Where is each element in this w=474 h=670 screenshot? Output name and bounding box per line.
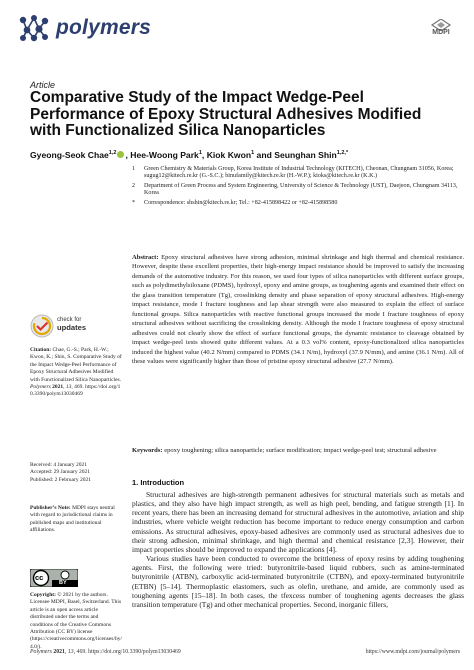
article-type: Article <box>30 80 56 90</box>
paper-title: Comparative Study of the Impact Wedge-Peel Performance of Epoxy Structural Adhesives Modified with Functionalized Silica Nanoparticles <box>30 89 422 139</box>
footer-volume: 13 <box>67 649 74 655</box>
author-conjunction: and <box>254 150 275 160</box>
author-list: Gyeong-Seok Chae$^{1,2}$ , Hee-Woong Park$^1$, Kiok Kwon$^1$ and Seunghan Shin$^{1,2,*}$ <box>30 150 349 160</box>
abstract <box>132 253 464 366</box>
citation-text: Chae, G.-S.; Park, H.-W.; Kwon, K.; Shin, S. Comparative Study of the Impact Wedge-Peel Performance of Epoxy Structural Adhesives Modified with Functionalized Silica Nanoparticles. <box>30 347 122 383</box>
check-updates-icon <box>30 314 54 338</box>
affiliation-text: Correspondence: shshin@kitech.re.kr; Tel.: +82-415898422 or +82-415898580 <box>144 199 338 206</box>
polymers-logo-icon <box>18 14 50 42</box>
author-name[interactable]: Kiok Kwon <box>206 150 252 160</box>
intro-paragraph: Structural adhesives are high-strength permanent adhesives for structural materials such as metals and plastics, and they also have high impact strength, as well as high peel, bending, and fatigue strength [1]. In recent years, there has been an increasing demand for structural adhesives in the automotive, aviation and ship industries, where vehicle weight reduction has become important to reduce energy consumption and carbon emissions. As structural adhesives, epoxy-based adhesives are commonly used as structural adhesives due to their strong adhesion, minimal shrinkage, and high thermal and chemical resistance [2,3]. However, their impact properties should be improved to expand the applications [4]. <box>132 490 464 554</box>
published-date: Published: 2 February 2021 <box>30 476 91 483</box>
copyright-notice <box>30 592 122 651</box>
received-date: Received: 4 January 2021 <box>30 462 87 468</box>
affiliation-text: Department of Green Process and System Engineering, University of Science & Technology (UST), Daejeon, Chungnam 34113, Korea <box>144 182 458 197</box>
abstract-text: Epoxy structural adhesives have strong adhesion, minimal shrinkage and high thermal and chemical resistance. However, despite these excellent properties, their high-energy impact resistance should be improved to satisfy the increasing demands of the automotive industry. For this reason, we used four types of silica nanoparticles with different surface groups, such as polydimethylsiloxane (PDMS), hydroxyl, epoxy and amine groups, as toughening agents and examined their effect on the glass transition temperature (Tg), crosslinking density and phase separation of epoxy structural adhesives. High-energy impact resistance, mode I fracture toughness and lap shear strength were also measured to explain the effect of surface functional groups. Silica nanoparticles with reactive functional groups increased the mode I fracture toughness of epoxy structural adhesives without sacrificing the crosslinking density. Although the mode I fracture toughness of epoxy structural adhesives could not clearly show the effect of surface functional groups, the dynamic resistance to cleavage obtained by impact wedge-peel tests showed quite different values. At a 0.3 vol% content, epoxy-functionalized silica nanoparticles induced the highest value (40.2 N/mm) compared to PDMS (34.1 N/m), hydroxyl (37.9 N/mm), and amine (36.1 N/m). All of these values were significantly higher than those of pristine epoxy structural adhesive (27.7 N/mm). <box>132 254 464 365</box>
affiliation-mark: 1 <box>132 166 136 172</box>
author-affiliation-ref: 1 <box>198 150 202 157</box>
citation-label: Citation: <box>30 347 52 353</box>
citation: Citation: Chae, G.-S.; Park, H.-W.; Kwon, K.; Shin, S. Comparative Study of the Impact Wedge-Peel Performance of Epoxy Structural Adhesives Modified with Functionalized Silica Nanoparticles. Polymers 2021, 13, 469. https://doi.org/10.3390/polym13030469 <box>30 347 122 398</box>
cc-by-license-badge[interactable] <box>30 569 78 587</box>
check-for-updates-button[interactable] <box>30 312 110 342</box>
affiliation-item <box>132 166 462 181</box>
citation-journal: Polymers <box>30 384 51 391</box>
check-updates-label <box>57 317 86 331</box>
citation-doi[interactable]: , 469. https://doi.org/10.3390/polym13030469 <box>30 384 121 398</box>
cc-badge-by-text: BY <box>59 580 67 586</box>
mdpi-logo-text: MDPI <box>432 29 450 36</box>
publication-dates <box>30 462 122 484</box>
footer-citation: Polymers 2021, 13, 469. https://doi.org/10.3390/polym13030469 <box>30 649 181 655</box>
journal-logo[interactable] <box>18 14 218 46</box>
intro-paragraph: Various studies have been conducted to overcome the brittleness of epoxy resins by adding toughening agents. First, the following were tried: butyronitrile-based liquid rubbers, such as amine-terminated butyronitrile (ATBN), carboxylic acid-terminated butyronitrile (CTBN), and epoxy-terminated butyronitrile (ETBN) [5–14]. Thermoplastic elastomers, such as olefin, urethane, and amide, are commonly used as toughening agents [15–18]. In both cases, the tfexcess number of toughening agents decreases the glass transition temperature (Tg) and other mechanical properties. Second, inorganic fillers, <box>132 554 464 609</box>
keywords-label: Keywords: <box>132 447 163 454</box>
author-affiliation-ref: 1,2,* <box>336 150 349 157</box>
affiliations <box>132 166 462 209</box>
mdpi-logo[interactable] <box>424 18 458 40</box>
orcid-icon[interactable] <box>117 151 124 158</box>
affiliation-mark: * <box>132 199 136 206</box>
accepted-date: Accepted: 29 January 2021 <box>30 469 91 476</box>
copyright-text: © 2021 by the authors. Licensee MDPI, Basel, Switzerland. This article is an open access article distributed under the terms and conditions of the Creative Commons Attribution (CC BY) license (https://creativecommons.org/licenses/by/4.0/). <box>30 592 123 650</box>
journal-name: polymers <box>56 16 151 39</box>
author-affiliation-ref: 1 <box>251 150 255 157</box>
check-updates-line2: updates <box>57 323 87 332</box>
footer-doi-link[interactable]: , 469. https://doi.org/10.3390/polym13030469 <box>73 649 181 655</box>
cc-badge-cc-text: cc <box>35 573 44 582</box>
citation-volume: 13 <box>65 384 72 391</box>
introduction-body <box>132 490 464 609</box>
affiliation-text: Green Chemistry & Materials Group, Korea Institute of Industrial Technology (KITECH), Cheonan, Chungnam 31056, Korea; sugug12@kitech.re.kr (G.-S.C.); binufamily@kitech.re.kr (H.-W.P.); kioks@kitech.re.kr (K.K.) <box>144 166 454 180</box>
footer-year: 2021 <box>53 649 65 655</box>
publisher-note-label: Publisher’s Note: <box>30 505 71 511</box>
publisher-note-text: MDPI stays neutral with regard to jurisdictional claims in published maps and institutional affiliations. <box>30 505 115 534</box>
section-heading: 1. Introduction <box>132 478 185 487</box>
affiliation-item <box>132 200 462 207</box>
affiliation-mark: 2 <box>132 182 136 189</box>
publisher-note <box>30 505 122 535</box>
author-name[interactable]: Seunghan Shin <box>274 150 337 160</box>
author-affiliation-ref: 1,2 <box>108 150 117 157</box>
citation-year: 2021 <box>52 384 64 391</box>
keywords-text: epoxy toughening; silica nanoparticle; surface modification; impact wedge-peel test; structural adhesive <box>164 447 437 454</box>
author-name[interactable]: Hee-Woong Park <box>130 150 199 160</box>
footer-journal-link[interactable]: https://www.mdpi.com/journal/polymers <box>365 649 460 655</box>
footer-journal: Polymers <box>30 649 52 655</box>
affiliation-item <box>132 183 462 198</box>
abstract-label: Abstract: <box>132 254 159 261</box>
copyright-label: Copyright: <box>30 592 56 598</box>
author-name[interactable]: Gyeong-Seok Chae <box>30 150 109 160</box>
check-updates-line1: check for <box>57 317 82 323</box>
keywords <box>132 446 464 455</box>
